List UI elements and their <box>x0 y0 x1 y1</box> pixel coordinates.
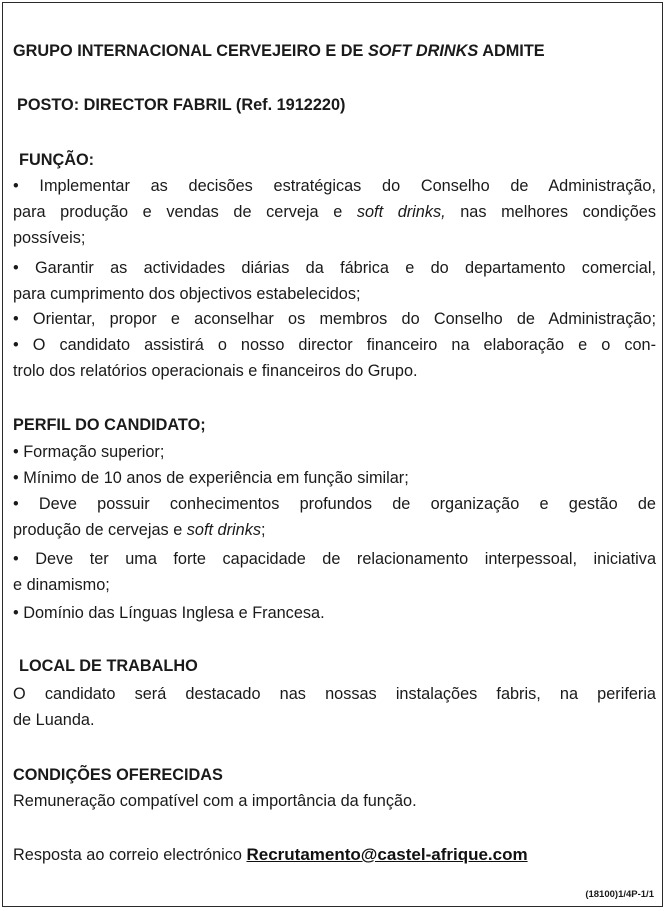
reference-code: (18100)1/4P-1/1 <box>585 889 654 900</box>
perfil-heading: PERFIL DO CANDIDATO; <box>13 416 206 434</box>
resposta-line: Resposta ao correio electrónico Recrutamento@castel-afrique.com <box>13 845 528 864</box>
funcao-line: para cumprimento dos objectivos estabelecidos; <box>13 285 361 303</box>
funcao-line: • Orientar, propor e aconselhar os membros do Conselho de Administração; <box>13 310 656 328</box>
funcao-line: • Implementar as decisões estratégicas do Conselho de Administração, <box>13 177 656 195</box>
post-title: POSTO: DIRECTOR FABRIL (Ref. 1912220) <box>17 96 346 114</box>
condicoes-heading: CONDIÇÕES OFERECIDAS <box>13 766 223 784</box>
funcao-line: possíveis; <box>13 229 86 247</box>
perfil-line: • Domínio das Línguas Inglesa e Francesa. <box>13 604 325 622</box>
ad-page <box>2 2 663 907</box>
local-heading: LOCAL DE TRABALHO <box>19 657 198 675</box>
local-line: de Luanda. <box>13 711 95 729</box>
email-link[interactable]: Recrutamento@castel-afrique.com <box>246 845 528 864</box>
funcao-line: para produção e vendas de cerveja e soft drinks, nas melhores condições <box>13 203 656 221</box>
local-line: O candidato será destacado nas nossas instalações fabris, na periferia <box>13 685 656 703</box>
perfil-line: • Mínimo de 10 anos de experiência em função similar; <box>13 469 409 487</box>
funcao-line: • Garantir as actividades diárias da fábrica e do departamento comercial, <box>13 259 656 277</box>
perfil-line: e dinamismo; <box>13 576 110 594</box>
funcao-line: • O candidato assistirá o nosso director financeiro na elaboração e o con- <box>13 336 656 354</box>
perfil-line: • Formação superior; <box>13 443 165 461</box>
ad-title: GRUPO INTERNACIONAL CERVEJEIRO E DE SOFT DRINKS ADMITE <box>13 42 545 60</box>
funcao-line: trolo dos relatórios operacionais e financeiros do Grupo. <box>13 362 418 380</box>
perfil-line: • Deve possuir conhecimentos profundos de organização e gestão de <box>13 495 656 513</box>
perfil-line: produção de cervejas e soft drinks; <box>13 521 266 539</box>
funcao-heading: FUNÇÃO: <box>19 151 95 169</box>
perfil-line: • Deve ter uma forte capacidade de relacionamento interpessoal, iniciativa <box>13 550 656 568</box>
condicoes-line: Remuneração compatível com a importância da função. <box>13 792 417 810</box>
